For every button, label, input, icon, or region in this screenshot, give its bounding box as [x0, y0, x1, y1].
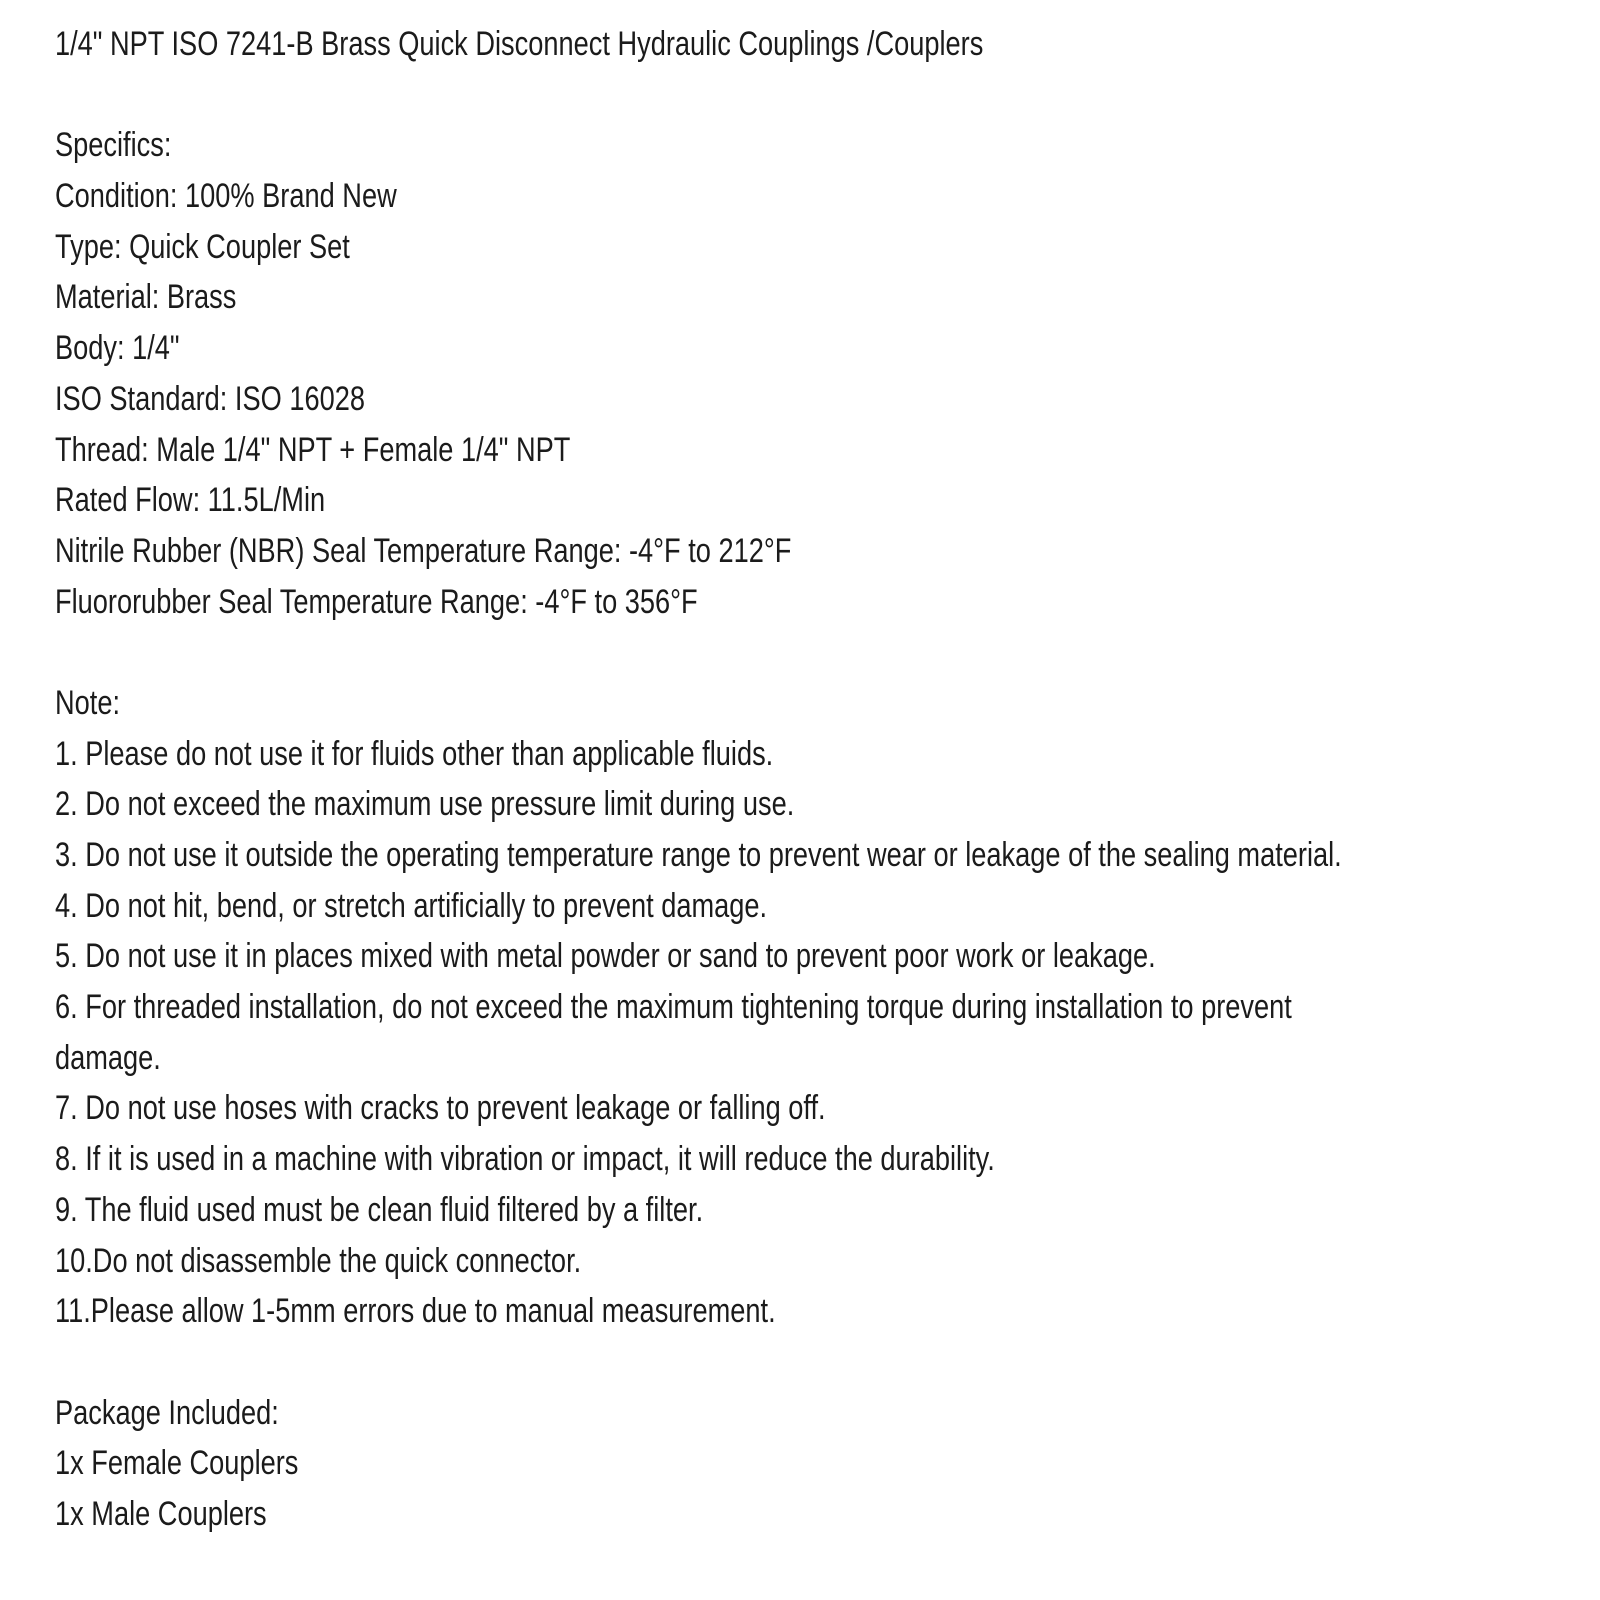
note-line: 1. Please do not use it for fluids other than applicable fluids.: [55, 734, 774, 773]
note-line: 4. Do not hit, bend, or stretch artificially to prevent damage.: [55, 886, 768, 925]
package-heading: Package Included:: [55, 1393, 279, 1432]
note-line: 11.Please allow 1-5mm errors due to manual measurement.: [55, 1292, 776, 1331]
specifics-item: Fluororubber Seal Temperature Range: -4°F to 356°F: [55, 582, 698, 621]
specifics-list: [55, 171, 1291, 627]
specifics-item: Type: Quick Coupler Set: [55, 227, 350, 266]
package-list: [55, 1438, 1291, 1539]
package-item: 1x Female Couplers: [55, 1444, 299, 1483]
specifics-section: [55, 120, 1291, 627]
specifics-heading: Specifics:: [55, 126, 172, 165]
note-line: 5. Do not use it in places mixed with metal powder or sand to prevent poor work or leakage.: [55, 937, 1156, 976]
specifics-item: Thread: Male 1/4" NPT + Female 1/4" NPT: [55, 430, 571, 469]
note-line: 8. If it is used in a machine with vibration or impact, it will reduce the durability.: [55, 1140, 995, 1179]
note-line: 3. Do not use it outside the operating temperature range to prevent wear or leakage of the sealing material.: [55, 836, 1342, 874]
note-line: 6. For threaded installation, do not exceed the maximum tightening torque during installation to prevent: [55, 988, 1292, 1027]
page-title: 1/4" NPT ISO 7241-B Brass Quick Disconnect Hydraulic Couplings /Couplers: [55, 25, 984, 63]
specifics-item: Rated Flow: 11.5L/Min: [55, 481, 326, 520]
package-item: 1x Male Couplers: [55, 1494, 267, 1533]
note-line: 2. Do not exceed the maximum use pressure limit during use.: [55, 785, 795, 824]
note-line: damage.: [55, 1038, 161, 1077]
specifics-item: Condition: 100% Brand New: [55, 177, 397, 216]
specifics-item: Material: Brass: [55, 278, 237, 317]
note-heading: Note:: [55, 683, 121, 722]
specifics-item: Body: 1/4": [55, 329, 180, 368]
specifics-item: ISO Standard: ISO 16028: [55, 379, 365, 418]
note-section: [55, 678, 1342, 1337]
specifics-item: Nitrile Rubber (NBR) Seal Temperature Range: -4°F to 212°F: [55, 531, 792, 570]
note-line: 7. Do not use hoses with cracks to prevent leakage or falling off.: [55, 1089, 826, 1128]
package-section: [55, 1388, 1291, 1540]
page-content: [55, 19, 1342, 1540]
note-list: [55, 729, 1342, 1337]
note-line: 10.Do not disassemble the quick connector.: [55, 1241, 582, 1280]
note-line: 9. The fluid used must be clean fluid filtered by a filter.: [55, 1190, 704, 1229]
